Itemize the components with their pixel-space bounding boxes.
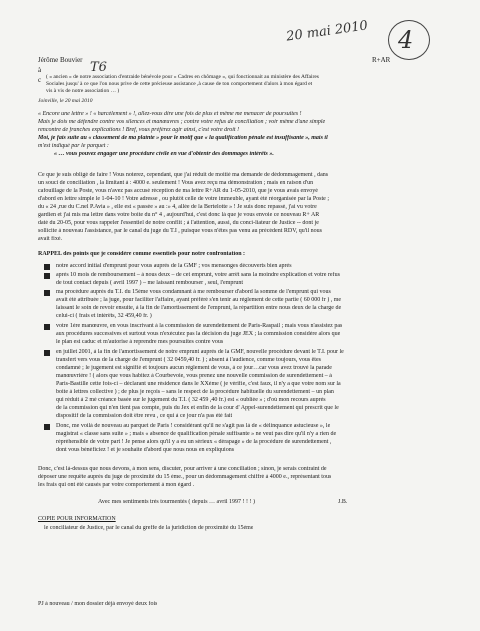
copy-title: COPIE POUR INFORMATION [38, 516, 116, 522]
initials: J.B. [338, 499, 348, 505]
bullet-square-icon [44, 324, 50, 330]
association-note-1: ( « ancien » de notre association d'entraide bénévole pour « Cadres en chômage », qui fonctionnait au ministère des Affaires [46, 74, 319, 80]
point-line: dont vous bénéficiez ! et je souhaite d'abord que nous nous en expliquions [56, 447, 235, 453]
point-line: manœuvrière ! ( alors que vous habitez à Courbevoie, vous prenez une nouvelle commission de surendettement – à [56, 373, 332, 379]
author-name: Jérôme Bouvier [38, 56, 83, 64]
intro-line: « Encore une lettre » ! « harcèlement » !, allez-vous dire une fois de plus et même me menacer de poursuites ! [38, 111, 302, 117]
signature-line: Avec mes sentiments très tourmentés ( depuis … avril 1997 ! ! ! ) [98, 499, 256, 505]
intro-line: « … vous pouvez engager une procédure civile en vue d'obtenir des dommages intérêts ». [54, 151, 274, 157]
point-line: de la commission qui n'en tient pas compte, puis du Jex et enfin de la cour d' Appel-surendettement qui prescrit que le [56, 405, 339, 411]
intro-line: rencontre de franches explications ! Bref, vous préférez agir ainsi, c'est votre droit ! [38, 127, 240, 133]
point-line: le plan est caduc et m'autorise à reprendre mes poursuites contre vous [56, 339, 224, 345]
bullet-square-icon [44, 424, 50, 430]
copy-line: le conciliateur de Justice, par le canal du greffe de la juridiction de proximité du 15ème [44, 525, 254, 531]
point-line: transfert vers vous de la charge de l'emprunt ( 32 0459,40 fr. ) ; absent à l'audience, comme toujours, vous êtes [56, 357, 321, 363]
association-note-3: vis à vis de notre association … ) [46, 88, 120, 94]
body-line: gardien et j'ai mis ma lettre dans votre boite du n° 4 , aujourd'hui, c'est donc là que je vous envoie ce nouveau R+ AR [38, 212, 320, 218]
association-prefix: c [38, 76, 42, 84]
point-line: après 10 mois de remboursement – à nous deux – de cet emprunt, votre arrêt sans la moindre explication et votre refus [56, 272, 340, 278]
point-line: répréhensible de votre part ! Je pense alors qu'il y a eu un sérieux « dérapage » de la procédure de surendettement , [56, 439, 332, 445]
handwritten-date: 20 mai 2010 [285, 18, 369, 45]
bullet-square-icon [44, 264, 50, 270]
body-line: sollicite à nouveau l'assistance, par le canal du juge du T.I , puisque vous n'êtes pas venu au précédent RDV, qu'il nous [38, 228, 323, 234]
point-line: Donc, me voilà de nouveau au parquet de Paris ! considérant qu'il ne s'agit pas là de « délinquance astucieuse », le [56, 423, 331, 429]
attachment-note: PJ à nouveau / mon dossier déjà envoyé deux fois [38, 601, 158, 607]
intro-line: Moi, je fais suite au « classement de ma plainte » pour le motif que « la qualification pénale est insuffisante », mais il [38, 135, 328, 141]
point-line: de tout contact depuis ( avril 1997 ) – me laissant rembourser , seul, l'emprunt [56, 280, 244, 286]
point-line: votre 1ère manœuvre, en vous inscrivant à la commission de surendettement de Paris-Raspail ; mais vous n'assistez pas [56, 323, 343, 329]
place-date: Joinville, le 20 mai 2010 [38, 98, 93, 104]
rappel-title: RAPPEL des points que je considère comme essentiels pour notre confrontation : [38, 251, 246, 257]
point-line: magistrat « classe sans suite » ; mais « absence de qualification pénale suffisante » ne veut pas dire qu'il n'y a rien de [56, 431, 337, 437]
point-line: en juillet 2001, à la fin de l'amortissement de notre emprunt auprès de la GMF, nouvelle procédure devant le T.I. pour le [56, 349, 344, 355]
body-line: daté du 20-05, pour vous rappeler l'essentiel de notre conflit ; à l'attention, aussi, du conci-liateur de Justice -- dont je [38, 220, 319, 226]
body-line: Ce que je suis obligé de faire ! Vous noterez, cependant, que j'ai réduit de moitié ma demande de dédommagement , dans [38, 172, 329, 178]
body-line: d'abord en lettre simple le 1-04-10 ! Votre adresse , ou plutôt celle de votre immeuble, ayant été réorganisée par la Poste ; [38, 196, 329, 202]
closing-line: Donc, c'est là-dessus que nous devons, à mon sens, discuter, pour arriver à une conciliation ; sinon, je serais contraint de [38, 466, 327, 472]
point-line: qui réduit à 2 mé créance basée sur le jugement du T.I. ( 32 459 ,40 fr.) est « oubliée » ; d'où mon recours auprès [56, 397, 326, 403]
recipient-prefix: à [38, 66, 42, 74]
corner-number: 4 [398, 26, 414, 54]
point-line: dispositif de la commission doit être revu , ce qui à ce jour n'a pas été fait [56, 413, 233, 419]
intro-line: Mais je dois me défendre contre vos silences et manœuvres ; contre votre refus de conciliation ; voir même d'une simple [38, 119, 326, 125]
point-line: notre accord initial d'emprunt pour vous auprès de la GMF ; vos mensonges découverts bien après [56, 263, 292, 269]
point-line: avait été attribuée ; la juge, pour faciliter l'affaire, ayant préféré s'en tenir au règlement de cette partie ( 60 000 fr ) , me [56, 297, 342, 303]
point-line: laissant le soin de revoir ensuite, à la fin de l'amortissement de l'emprunt, la répartition entre nous deux de la charge de [56, 305, 342, 311]
point-line: celui-ci ( frais et intérêts, 32 459,40 fr. ) [56, 313, 152, 319]
association-note-2: Sociales jusqu' à ce que l'on nous prive de cette précieuse assistance ,à cause de ton comportement d'alors à mon égard et [46, 81, 313, 87]
body-line: un souci de conciliation , la limitant à : 4000 e. seulement ! Vous avez reçu ma démonstration ; mais en raison d'un [38, 180, 314, 186]
rar-label: R+AR [372, 56, 391, 64]
body-line: avait fixé. [38, 236, 62, 242]
bullet-square-icon [44, 290, 50, 296]
closing-line: déposer une requête auprès du juge de proximité du 15 ème., pour un dédommagement chiffré à 4000 e., représentant tous [38, 474, 332, 480]
point-line: ma procédure auprès du T.I. du 15ème vous condamnant à me rembourser d'abord la somme de l'emprunt qui vous [56, 289, 331, 295]
point-line: aux procédures successives et surtout vous n'exécutez pas la décision du juge JEX ; la commission considère alors que [56, 331, 341, 337]
point-line: boite à lettres collective ) ; de plus je reçois – sans le respect de la procédure habituelle du surendettement – un plan [56, 389, 334, 395]
body-line: du « 24 ,rue du C.nel P.Avia » , elle est « passée » au :» 4, allée de la Bertelotte » ! Je suis donc repassé, j'ai vu votre [38, 204, 317, 210]
point-line: condamné ; le jugement est signifié et toujours aucun règlement de vous, à ce jour…car vous avez trouvé la parade [56, 365, 332, 371]
bullet-square-icon [44, 273, 50, 279]
body-line: cafouillage de la Poste, vous n'avez pas accusé réception de ma lettre R+AR du 1-05-2010, que je vous avais envoyé [38, 188, 318, 194]
closing-line: les frais qui ont été causés par votre comportement à mon égard . [38, 482, 195, 488]
bullet-square-icon [44, 350, 50, 356]
intro-line: m'est indiqué par le parquet : [38, 143, 109, 149]
recipient-hand: T6 [90, 60, 107, 75]
point-line: Paris-Bastille cette fois-ci – déclarant une résidence dans le XXème ( je vérifie, c'est faux, il n'y a que votre nom sur la [56, 381, 341, 387]
